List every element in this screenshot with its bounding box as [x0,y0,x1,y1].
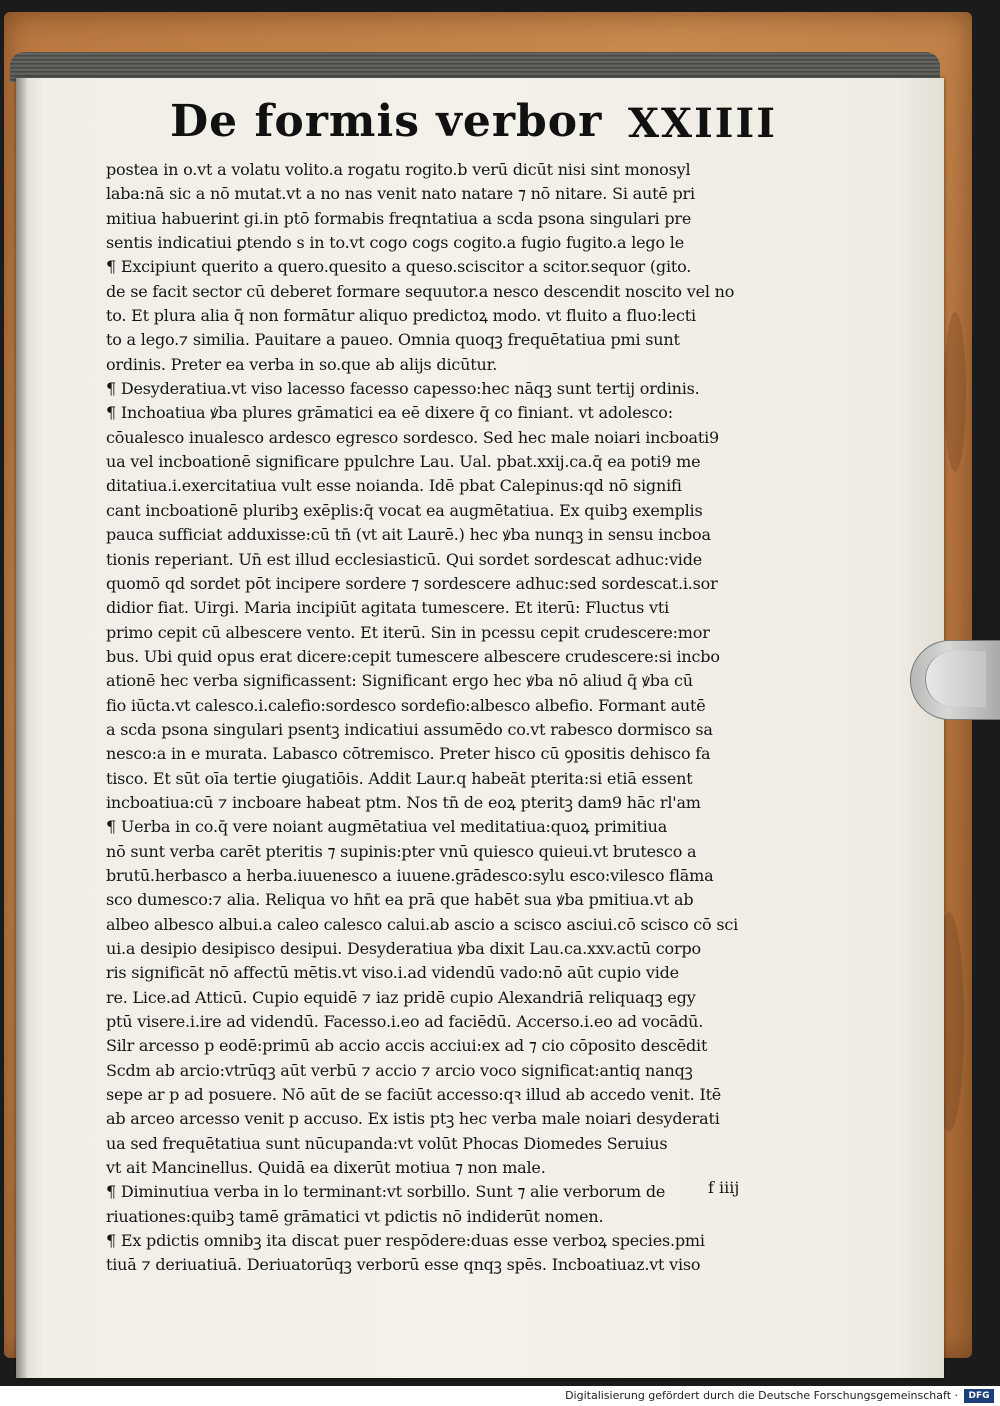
signature-mark: f iiij [708,1178,740,1197]
folio-numeral: XXIIII [628,100,777,147]
text-line: sco dumesco:⁊ alia. Reliqua vo hn̄t ea prā que habēt sua ꝟba pmitiua.vt ab [106,890,694,910]
body-text [106,158,796,1302]
binding-stain [944,312,966,472]
text-line: Silr arcesso p eodē:primū ab accio accis acciui:ex ad ⁊ cio cōposito descēdit [106,1036,708,1056]
text-line: vt ait Mancinellus. Quidā ea dixerūt motiua ⁊ non male. [106,1158,546,1178]
gutter-shadow [16,78,28,1378]
text-line: to. Et plura alia q̄ non formātur aliquo predictoꝝ modo. vt fluito a fluo:lecti [106,306,696,326]
dfg-logo: DFG [964,1389,994,1403]
text-line: riuationes:quibꝫ tamē grāmatici vt pdictis nō indiderūt nomen. [106,1206,604,1226]
text-line: nesco:a in e murata. Labasco cōtremisco. Preter hisco cū ꝯpositis dehisco fa [106,744,711,764]
text-line: cant incboationē pluribꝫ exēplis:q̄ vocat ea augmētatiua. Ex quibꝫ exemplis [106,500,703,520]
text-line: albeo albesco albui.a caleo calesco calui.ab ascio a scisco asciui.cō scisco cō sci [106,914,739,934]
text-line: ¶ Diminutiua verba in lo terminant:vt sorbillo. Sunt ⁊ alie verborum de [106,1182,666,1202]
credit-text: Digitalisierung gefördert durch die Deutsche Forschungsgemeinschaft · [565,1389,958,1402]
text-line: ationē hec verba significassent: Significant ergo hec ꝟba nō aliud q̄ ꝟba cū [106,671,693,691]
text-line: sepe ar p ad posuere. Nō aūt de se faciūt accesso:qꝛ illud ab accedo venit. Itē [106,1085,722,1105]
text-line: tiuā ⁊ deriuatiuā. Deriuatorūqꝫ verborū esse qnqꝫ spēs. Incboatiuaz.vt viso [106,1255,701,1275]
text-line: incboatiua:cū ⁊ incboare habeat ptm. Nos tn̄ de eoꝝ pteritꝫ dam9 hāc rl'am [106,792,701,812]
text-line: ditatiua.i.exercitatiua vult esse noianda. Idē pbat Calepinus:qd nō signifi [106,476,682,496]
text-line: de se facit sector cū deberet formare sequutor.a nesco descendit noscito vel no [106,281,735,301]
running-title: De formis verbor [170,96,603,147]
text-line: fio iūcta.vt calesco.i.calefio:sordesco sordefio:albesco albefio. Formant autē [106,695,706,715]
credit-footer [0,1386,1000,1406]
text-line: brutū.herbasco a herba.iuuenesco a iuuene.grādesco:sylu esco:vilesco flāma [106,865,714,885]
text-line: laba:nā sic a nō mutat.vt a no nas venit nato natare ⁊ nō nitare. Si autē pri [106,184,695,204]
text-line: postea in o.vt a volatu volito.a rogatu rogito.b verū dicūt nisi sint monosyl [106,160,691,179]
text-line: ¶ Excipiunt querito a quero.quesito a queso.sciscitor a scitor.sequor (gito. [106,257,692,277]
text-line: sentis indicatiui ꝑtendo s in to.vt cogo cogs cogito.a fugio fugito.a lego le [106,233,684,253]
text-line: ¶ Uerba in co.q̄ vere noiant augmētatiua vel meditatiua:quoꝝ primitiua [106,817,668,837]
text-line: tisco. Et sūt oīa tertie ꝯiugatiōis. Addit Laur.q habeāt pterita:si etiā essent [106,768,693,788]
text-line: ris significāt nō affectū mētis.vt viso.i.ad videndū vado:nō aūt cupio vide [106,963,679,983]
text-line: pauca sufficiat adduxisse:cū tn̄ (vt ait Laurē.) hec ꝟba nunqꝫ in sensu incboa [106,525,711,545]
text-line: ¶ Inchoatiua ꝟba plures grāmatici ea eē dixere q̄ co finiant. vt adolesco: [106,403,673,423]
text-line: nō sunt verba carēt pteritis ⁊ supinis:pter vnū quiesco quieui.vt brutesco a [106,841,697,861]
text-line: ua vel incboationē significare ppulchre Lau. Ual. pbat.xxij.ca.q̄ ea poti9 me [106,452,701,472]
text-line [106,1278,796,1302]
text-line: mitiua habuerint gi.in ptō formabis freqntatiua a scda psona singulari pre [106,208,692,228]
text-line: ¶ Ex pdictis omnibꝫ ita discat puer respōdere:duas esse verboꝝ species.pmi [106,1231,705,1251]
page-clip [910,640,1000,720]
text-line: primo cepit cū albescere vento. Et iterū. Sin in pcessu cepit crudescere:mor [106,622,710,642]
text-line: quomō qd sordet pōt incipere sordere ⁊ sordescere adhuc:sed sordescat.i.sor [106,573,718,593]
text-line: Scdm ab arcio:vtrūqꝫ aūt verbū ⁊ accio ⁊ arcio voco significat:antiq nanqꝫ [106,1060,693,1080]
text-line: a scda psona singulari psentꝫ indicatiui assumēdo co.vt rabesco dormisco sa [106,719,713,739]
text-line: ui.a desipio desipisco desipui. Desyderatiua ꝟba dixit Lau.ca.xxv.actū corpo [106,939,701,958]
text-line: ordinis. Preter ea verba in so.que ab alijs dicūtur. [106,354,498,374]
page-clip-inner [925,651,986,707]
text-line: tionis reperiant. Un̄ est illud ecclesiasticū. Qui sordet sordescat adhuc:vide [106,549,703,569]
text-line: didior fiat. Uirgi. Maria incipiūt agitata tumescere. Et iterū: Fluctus vti [106,598,670,618]
text-line: cōualesco inualesco ardesco egresco sordesco. Sed hec male noiari incboati9 [106,427,719,447]
text-line: bus. Ubi quid opus erat dicere:cepit tumescere albescere crudescere:si incbo [106,646,720,666]
text-line: re. Lice.ad Atticū. Cupio equidē ⁊ iaz pridē cupio Alexandriā reliquaqꝫ egy [106,987,696,1007]
text-line: ua sed frequētatiua sunt nūcupanda:vt volūt Phocas Diomedes Seruius [106,1133,668,1153]
text-line: ptū visere.i.ire ad videndū. Facesso.i.eo ad faciēdū. Accerso.i.eo ad vocādū. [106,1012,704,1032]
text-line: to a lego.⁊ similia. Pauitare a paueo. Omnia quoqꝫ frequētatiua pmi sunt [106,330,680,350]
text-line: ¶ Desyderatiua.vt viso lacesso facesso capesso:hec nāqꝫ sunt tertij ordinis. [106,379,700,399]
text-line: ab arceo arcesso venit p accuso. Ex istis ptꝫ hec verba male noiari desyderati [106,1109,720,1129]
